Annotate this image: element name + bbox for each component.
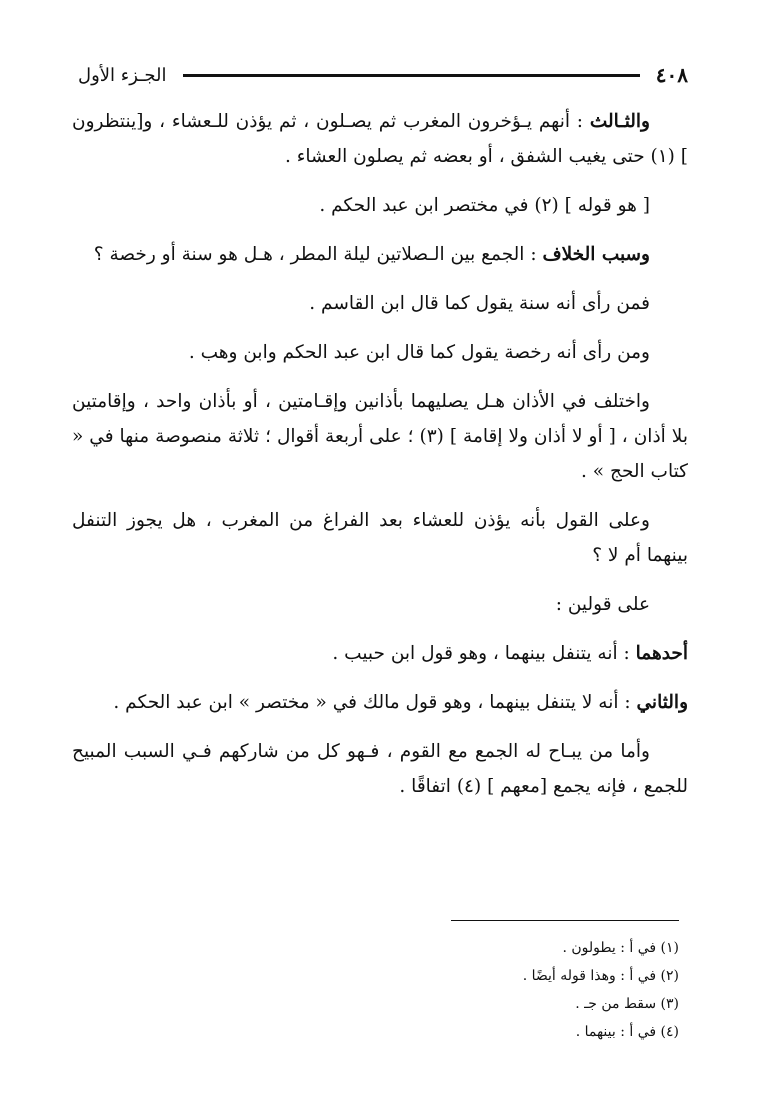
paragraph-text: : أنهم يـؤخرون المغرب ثم يصـلون ، ثم يؤذن للـعشاء ، و[ينتظرون ] (١) حتى يغيب الشفق ، أو بعضه ثم يصلون العشاء . [72, 111, 688, 167]
paragraph-text: ومن رأى أنه رخصة يقول كما قال ابن عبد الحكم وابن وهب . [188, 342, 650, 363]
paragraph-text: وعلى القول بأنه يؤذن للعشاء بعد الفراغ من المغرب ، هل يجوز التنفل بينهما أم لا ؟ [72, 510, 688, 566]
footnote-divider [451, 920, 679, 921]
header-rule [183, 74, 640, 77]
paragraph-text: [ هو قوله ] (٢) في مختصر ابن عبد الحكم . [319, 195, 650, 216]
footnote: (٢) في أ : وهذا قوله أيضًا . [522, 968, 679, 984]
paragraph [72, 237, 688, 272]
paragraph [72, 384, 688, 489]
paragraph [72, 188, 688, 223]
paragraph [72, 685, 688, 720]
footnote: (١) في أ : يطولون . [562, 940, 679, 956]
main-text [72, 104, 688, 818]
page-header [78, 58, 688, 92]
paragraph-text: فمن رأى أنه سنة يقول كما قال ابن القاسم . [309, 293, 650, 314]
paragraph [72, 587, 688, 622]
paragraph-lead: وسبب الخلاف [542, 244, 650, 265]
footnote: (٣) سقط من جـ . [575, 996, 679, 1012]
paragraph [72, 104, 688, 174]
paragraph-text: : أنه لا يتنفل بينهما ، وهو قول مالك في « مختصر » ابن عبد الحكم . [113, 692, 631, 713]
paragraph [72, 636, 688, 671]
paragraph [72, 286, 688, 321]
volume-title: الجـزء الأول [78, 64, 167, 86]
paragraph [72, 335, 688, 370]
paragraph [72, 503, 688, 573]
paragraph [72, 734, 688, 804]
footnote: (٤) في أ : بينهما . [575, 1024, 679, 1040]
paragraph-text: وأما من يبـاح له الجمع مع القوم ، فـهو كل من شاركهم فـي السبب المبيح للجمع ، فإنه يجمع [معهم ] (٤) اتفاقًا . [72, 741, 688, 797]
paragraph-lead: والثاني [636, 692, 688, 713]
paragraph-text: على قولين : [555, 594, 650, 615]
paragraph-lead: أحدهما [635, 643, 688, 664]
paragraph-lead: والثـالث [589, 111, 650, 132]
paragraph-text: واختلف في الأذان هـل يصليهما بأذانين وإقـامتين ، أو بأذان واحد ، وإقامتين بلا أذان ، [ أو لا أذان ولا إقامة ] (٣) ؛ على أربعة أقوال ؛ ثلاثة منصوصة منها في « كتاب الحج » . [72, 391, 688, 482]
paragraph-text: : أنه يتنفل بينهما ، وهو قول ابن حبيب . [332, 643, 630, 664]
page-number: ٤٠٨ [655, 63, 688, 87]
paragraph-text: : الجمع بين الـصلاتين ليلة المطر ، هـل هو سنة أو رخصة ؟ [93, 244, 537, 265]
footnotes [279, 934, 679, 1046]
